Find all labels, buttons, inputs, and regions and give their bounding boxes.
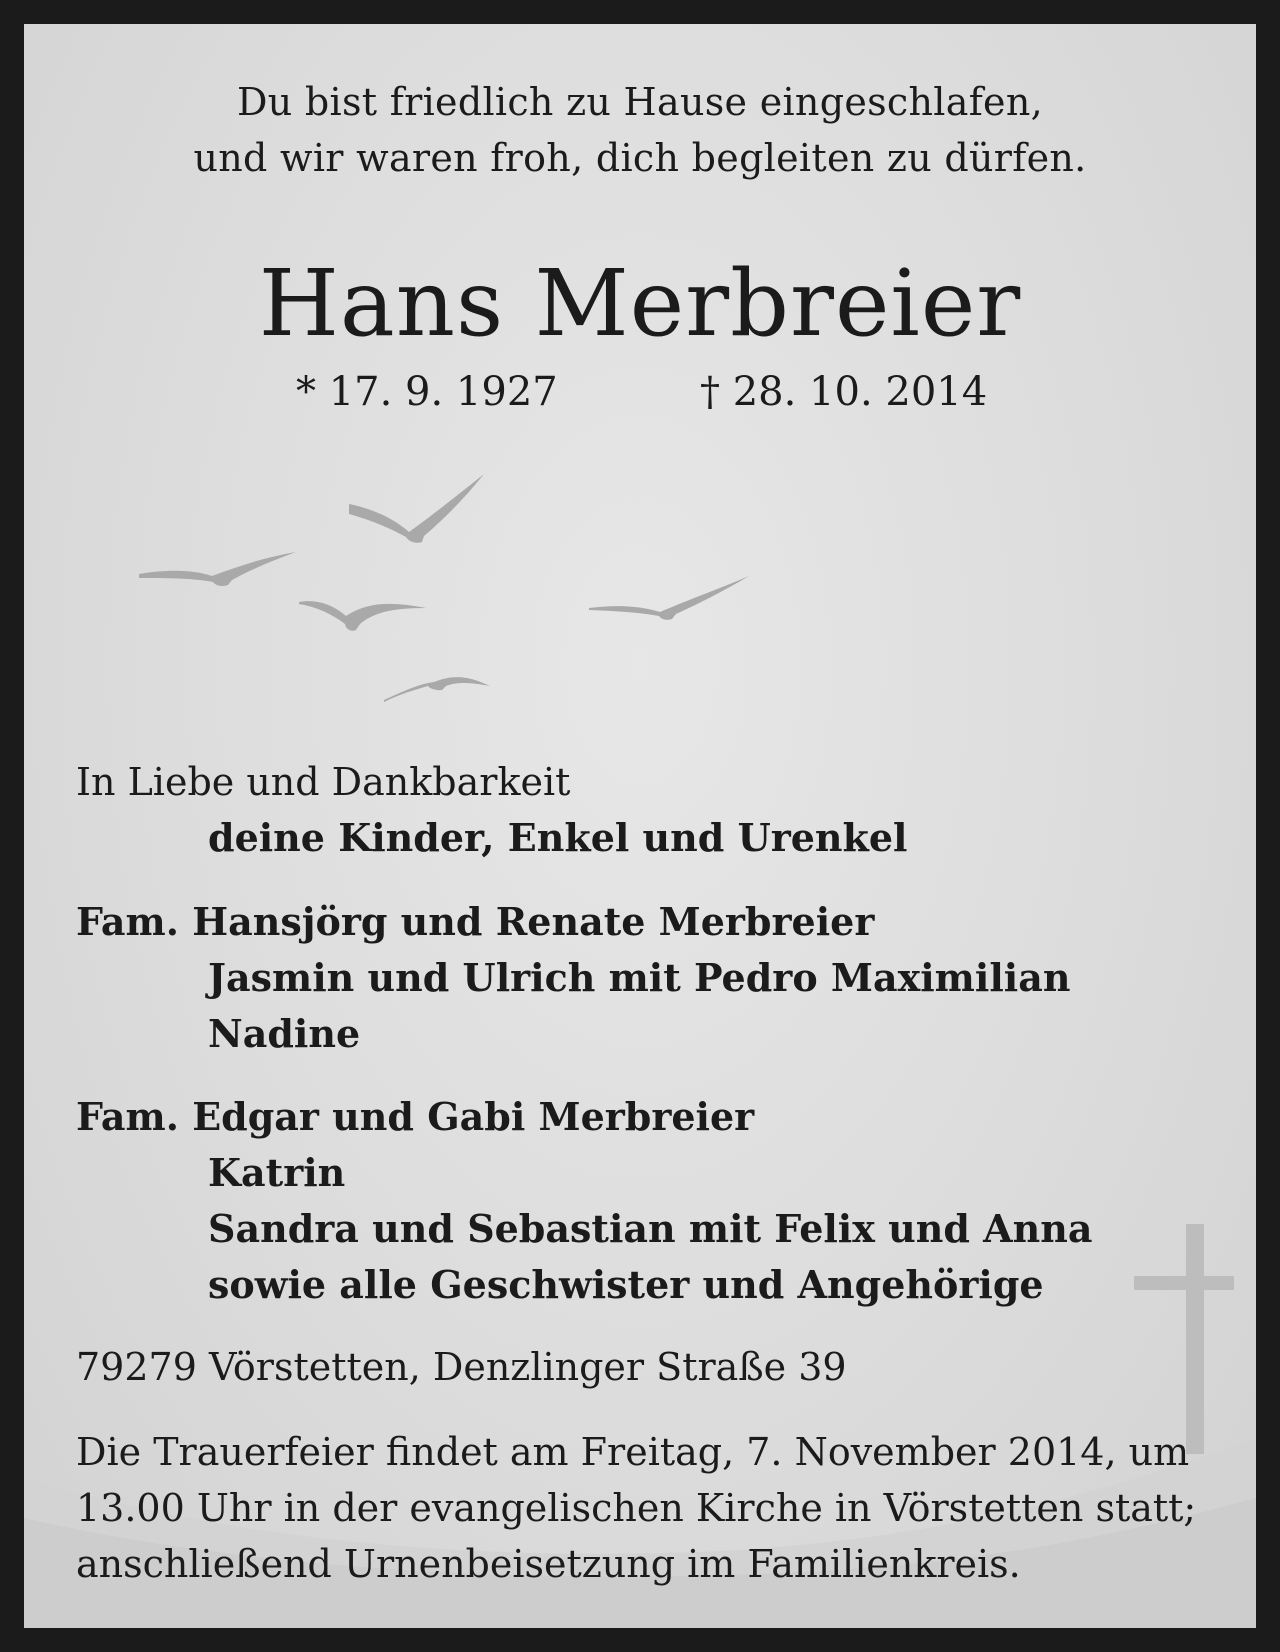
death-date: † 28. 10. 2014 — [700, 369, 988, 415]
address: 79279 Vörstetten, Denzlinger Straße 39 — [76, 1345, 847, 1389]
motto-line-1: Du bist friedlich zu Hause eingeschlafen, — [237, 80, 1043, 124]
service-line-2: 13.00 Uhr in der evangelischen Kirche in Vörstetten statt; — [76, 1486, 1197, 1530]
service-info — [76, 1424, 1216, 1592]
motto — [24, 74, 1256, 186]
family-2-member: Sandra und Sebastian mit Felix und Anna — [208, 1206, 1093, 1251]
deceased-name: Hans Merbreier — [258, 250, 1022, 357]
intro-line: In Liebe und Dankbarkeit — [76, 760, 571, 804]
family-1-member: Jasmin und Ulrich mit Pedro Maximilian — [208, 955, 1071, 1000]
family-1-block — [76, 894, 1216, 1062]
family-1-member: Nadine — [208, 1011, 361, 1056]
family-1-head: Fam. Hansjörg und Renate Merbreier — [76, 899, 875, 944]
mourners-intro-block — [76, 754, 1216, 866]
service-line-3: anschließend Urnenbeisetzung im Familienkreis. — [76, 1542, 1021, 1586]
family-2-head: Fam. Edgar und Gabi Merbreier — [76, 1094, 755, 1139]
children-line: deine Kinder, Enkel und Urenkel — [208, 815, 908, 860]
motto-line-2: und wir waren froh, dich begleiten zu dürfen. — [193, 136, 1087, 180]
service-line-1: Die Trauerfeier findet am Freitag, 7. November 2014, um — [76, 1430, 1190, 1474]
birth-date: * 17. 9. 1927 — [296, 369, 558, 415]
family-2-block — [76, 1089, 1216, 1313]
family-2-member: sowie alle Geschwister und Angehörige — [208, 1262, 1044, 1307]
obituary-card — [24, 24, 1256, 1628]
family-2-member: Katrin — [208, 1150, 346, 1195]
obituary-text — [24, 24, 1256, 1628]
